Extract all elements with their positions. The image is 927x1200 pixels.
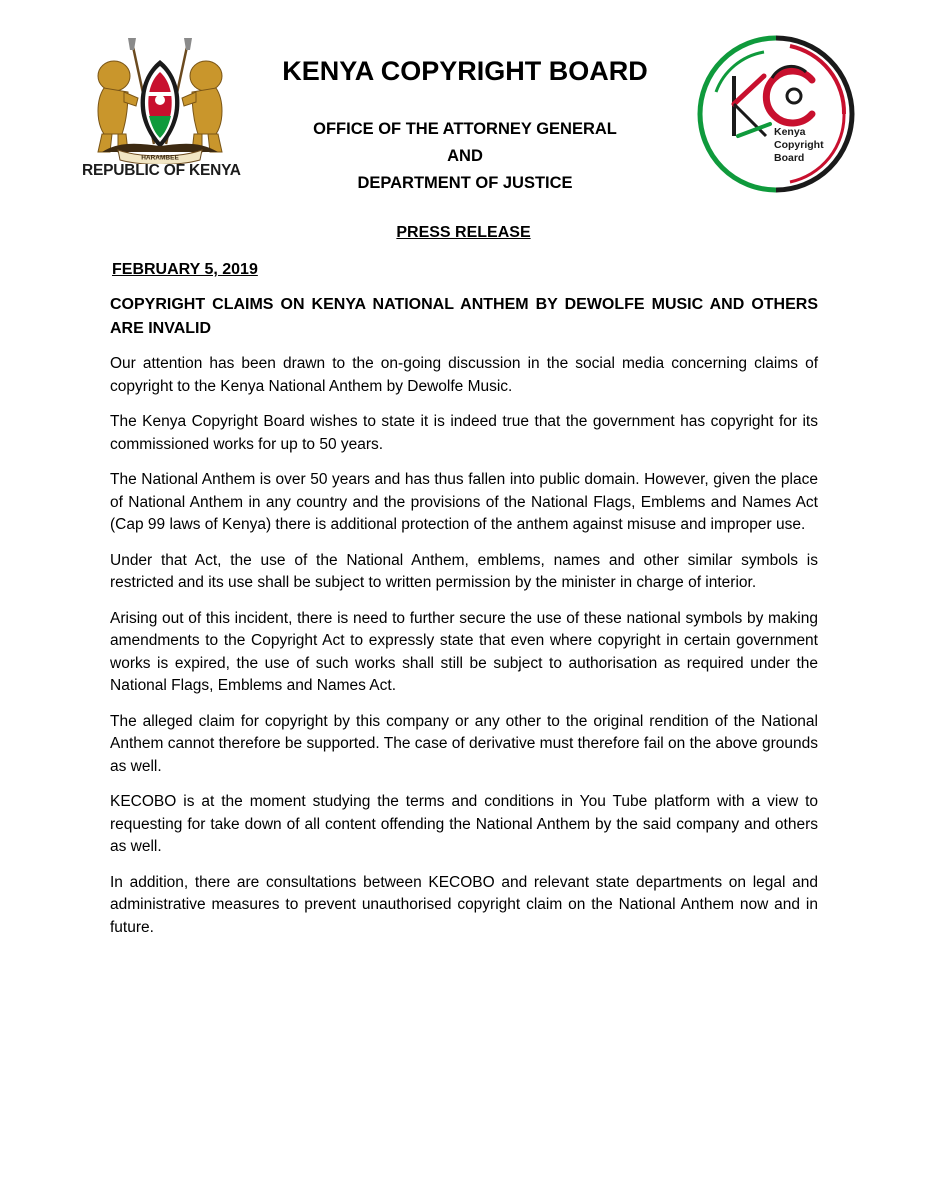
office-line-attorney-general: OFFICE OF THE ATTORNEY GENERAL [313, 120, 617, 138]
body-paragraph: The alleged claim for copyright by this company or any other to the original rendition of the National Anthem cannot therefore be supported. The case of derivative must therefore fail on the above grounds as well. [110, 712, 818, 775]
body-paragraph: KECOBO is at the moment studying the terms and conditions in You Tube platform with a view to requesting for take down of all content offending the National Anthem by the said company and others as well. [110, 793, 818, 855]
coat-of-arms-emblem-icon [82, 36, 238, 164]
office-heading [250, 116, 680, 197]
body-paragraph: Under that Act, the use of the National Anthem, emblems, names and other similar symbols is restricted and its use shall be subject to written permission by the minister in charge of interior. [110, 551, 818, 591]
press-release-body [110, 260, 818, 952]
logo-text-line: Kenya [774, 126, 806, 138]
logo-text-line: Board [774, 152, 805, 164]
kenya-coat-of-arms-logo [82, 36, 241, 186]
press-release-label: PRESS RELEASE [396, 224, 531, 241]
coat-of-arms-caption: REPUBLIC OF KENYA [82, 162, 241, 179]
body-paragraph: The National Anthem is over 50 years and has thus fallen into public domain. However, given the place of National Anthem in any country and the provisions of the National Flags, Emblems and Names Act (Cap 99 laws of Kenya) there is additional protection of the anthem against misuse and improper use. [110, 471, 818, 533]
office-line-department-of-justice: DEPARTMENT OF JUSTICE [357, 174, 573, 192]
body-paragraph: In addition, there are consultations between KECOBO and relevant state departments on legal and administrative measures to prevent unauthorised copyright claim on the National Anthem now and in future. [110, 873, 818, 936]
body-paragraph: Our attention has been drawn to the on-going discussion in the social media concerning claims of copyright to the Kenya National Anthem by Dewolfe Music. [110, 355, 818, 395]
office-line-and: AND [447, 147, 483, 165]
release-headline: COPYRIGHT CLAIMS ON KENYA NATIONAL ANTHEM BY DEWOLFE MUSIC AND OTHERS ARE INVALID [110, 296, 818, 337]
body-paragraph: Arising out of this incident, there is need to further secure the use of these national symbols by making amendments to the Copyright Act to expressly state that even where copyright in certain government works is expired, the use of such works shall still be subject to authorisation as required under the National Flags, Emblems and Names Act. [110, 609, 818, 694]
coat-of-arms-motto: HARAMBEE [141, 154, 179, 162]
kecobo-emblem-icon [694, 32, 858, 196]
kecobo-logo-text [774, 126, 824, 165]
kenya-copyright-board-logo [694, 32, 858, 196]
body-paragraph: The Kenya Copyright Board wishes to state it is indeed true that the government has copyright for its commissioned works for up to 50 years. [110, 413, 818, 453]
board-name-heading: KENYA COPYRIGHT BOARD [282, 56, 648, 86]
release-date: FEBRUARY 5, 2019 [112, 261, 258, 278]
logo-text-line: Copyright [774, 139, 824, 151]
